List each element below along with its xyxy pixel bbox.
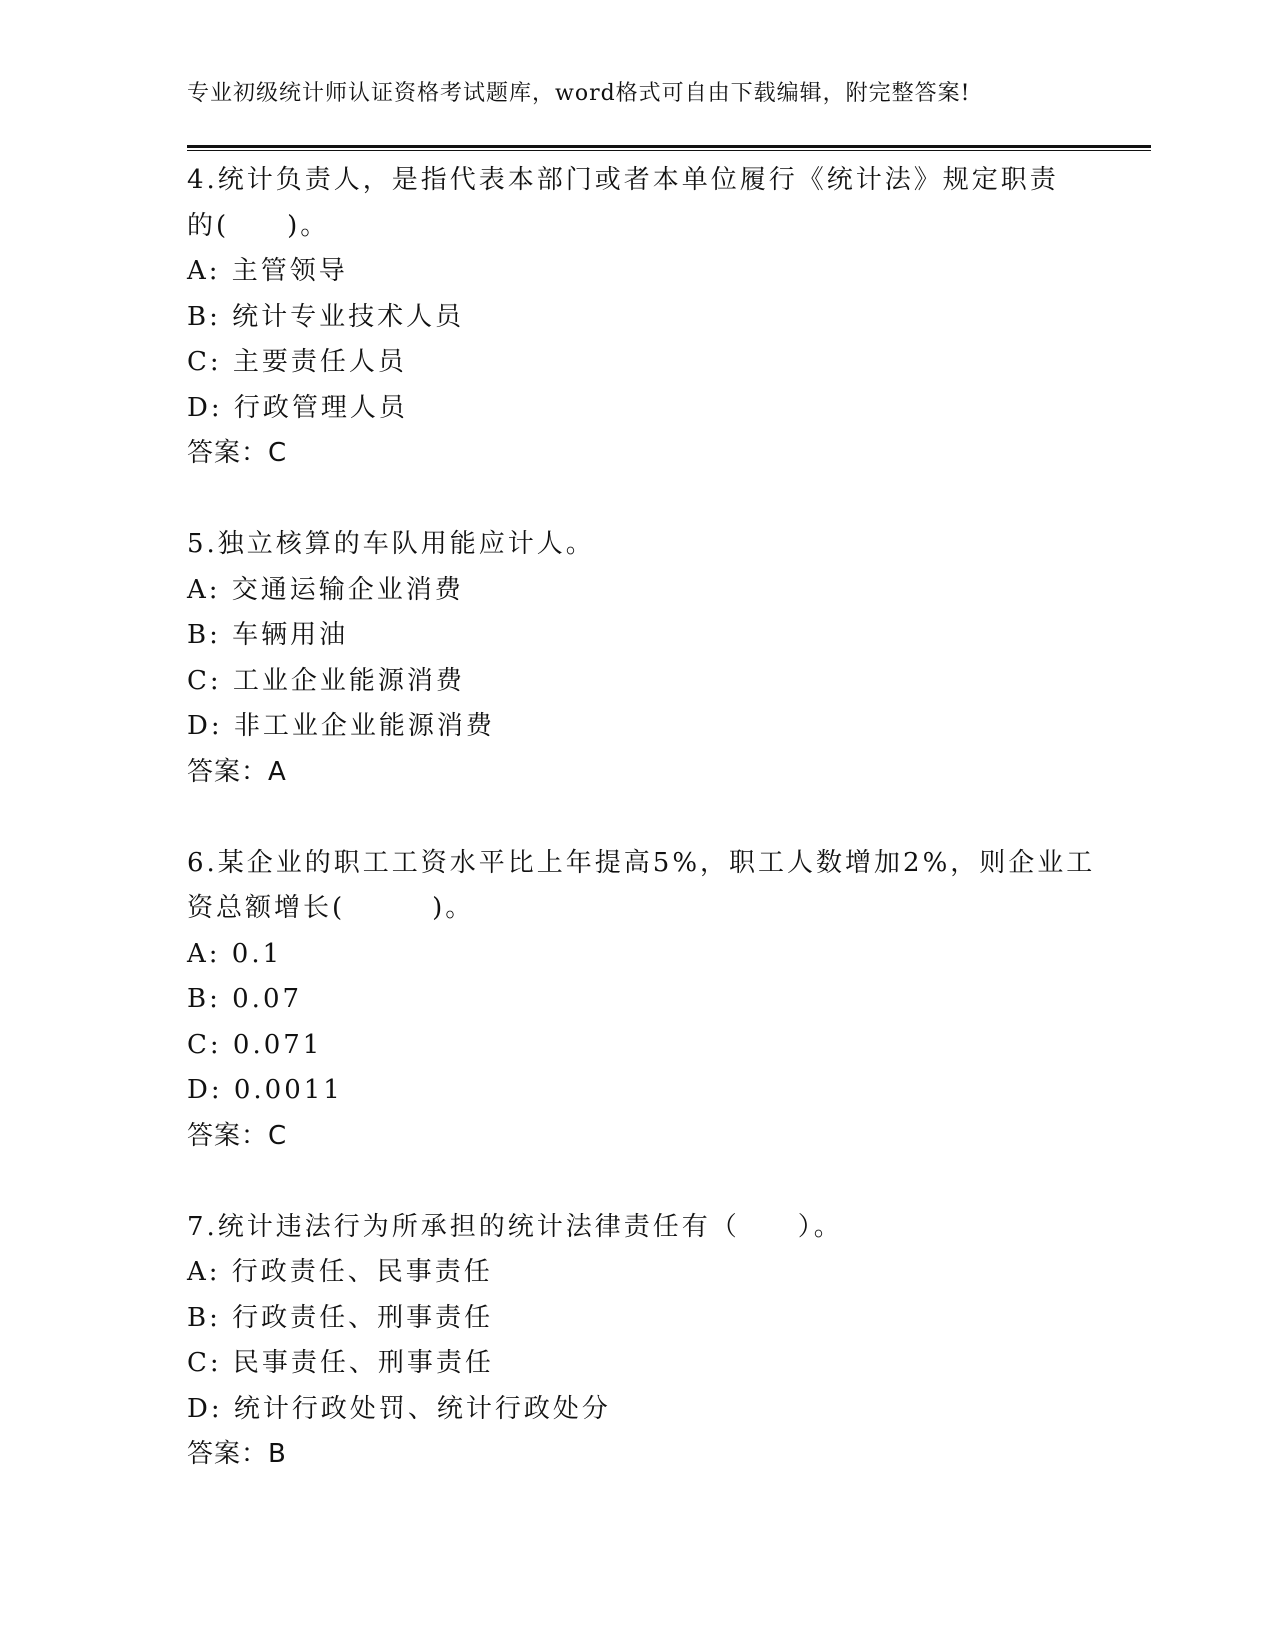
option-a: A: 0.1 [187, 938, 283, 969]
option-d: D: 0.0011 [187, 1075, 343, 1105]
option-a: A: 行政责任、民事责任 [187, 1257, 493, 1287]
page-header: 专业初级统计师认证资格考试题库，word格式可自由下载编辑，附完整答案! [187, 81, 971, 106]
question-stem: 6.某企业的职工工资水平比上年提高5%，职工人数增加2%，则企业工 [187, 847, 1096, 878]
question-stem: 的( )。 [187, 210, 330, 241]
answer-line: 答案：A [187, 756, 287, 787]
question-4 [187, 158, 1087, 477]
question-stem: 7.统计违法行为所承担的统计法律责任有（ ）。 [187, 1211, 843, 1242]
option-b: B: 0.07 [187, 984, 303, 1014]
spacer [187, 795, 1087, 841]
option-d: D: 统计行政处罚、统计行政处分 [187, 1393, 611, 1424]
header-divider-thin [187, 150, 1151, 151]
option-a: A: 主管领导 [187, 256, 348, 286]
option-b: B: 统计专业技术人员 [187, 301, 465, 332]
question-stem: 5.独立核算的车队用能应计人。 [187, 529, 595, 559]
header-divider-thick [187, 145, 1151, 148]
answer-line: 答案：B [187, 1439, 287, 1469]
option-c: C: 主要责任人员 [187, 347, 407, 377]
option-c: C: 工业企业能源消费 [187, 665, 465, 696]
option-c: C: 0.071 [187, 1029, 323, 1060]
option-b: B: 行政责任、刑事责任 [187, 1302, 494, 1333]
option-c: C: 民事责任、刑事责任 [187, 1348, 494, 1378]
option-d: D: 行政管理人员 [187, 392, 408, 423]
question-6 [187, 841, 1096, 1160]
answer-line: 答案：C [187, 1120, 288, 1151]
question-7 [187, 1205, 1087, 1478]
spacer [187, 1159, 1087, 1205]
question-5 [187, 522, 1087, 795]
spacer [187, 477, 1087, 523]
option-a: A: 交通运输企业消费 [187, 574, 464, 605]
option-b: B: 车辆用油 [187, 620, 349, 650]
question-list [187, 158, 1096, 1478]
option-d: D: 非工业企业能源消费 [187, 711, 495, 741]
header-divider [187, 145, 1151, 151]
answer-line: 答案：C [187, 438, 288, 468]
question-stem: 资总额增长( )。 [187, 893, 475, 923]
question-stem: 4.统计负责人，是指代表本部门或者本单位履行《统计法》规定职责 [187, 165, 1059, 195]
